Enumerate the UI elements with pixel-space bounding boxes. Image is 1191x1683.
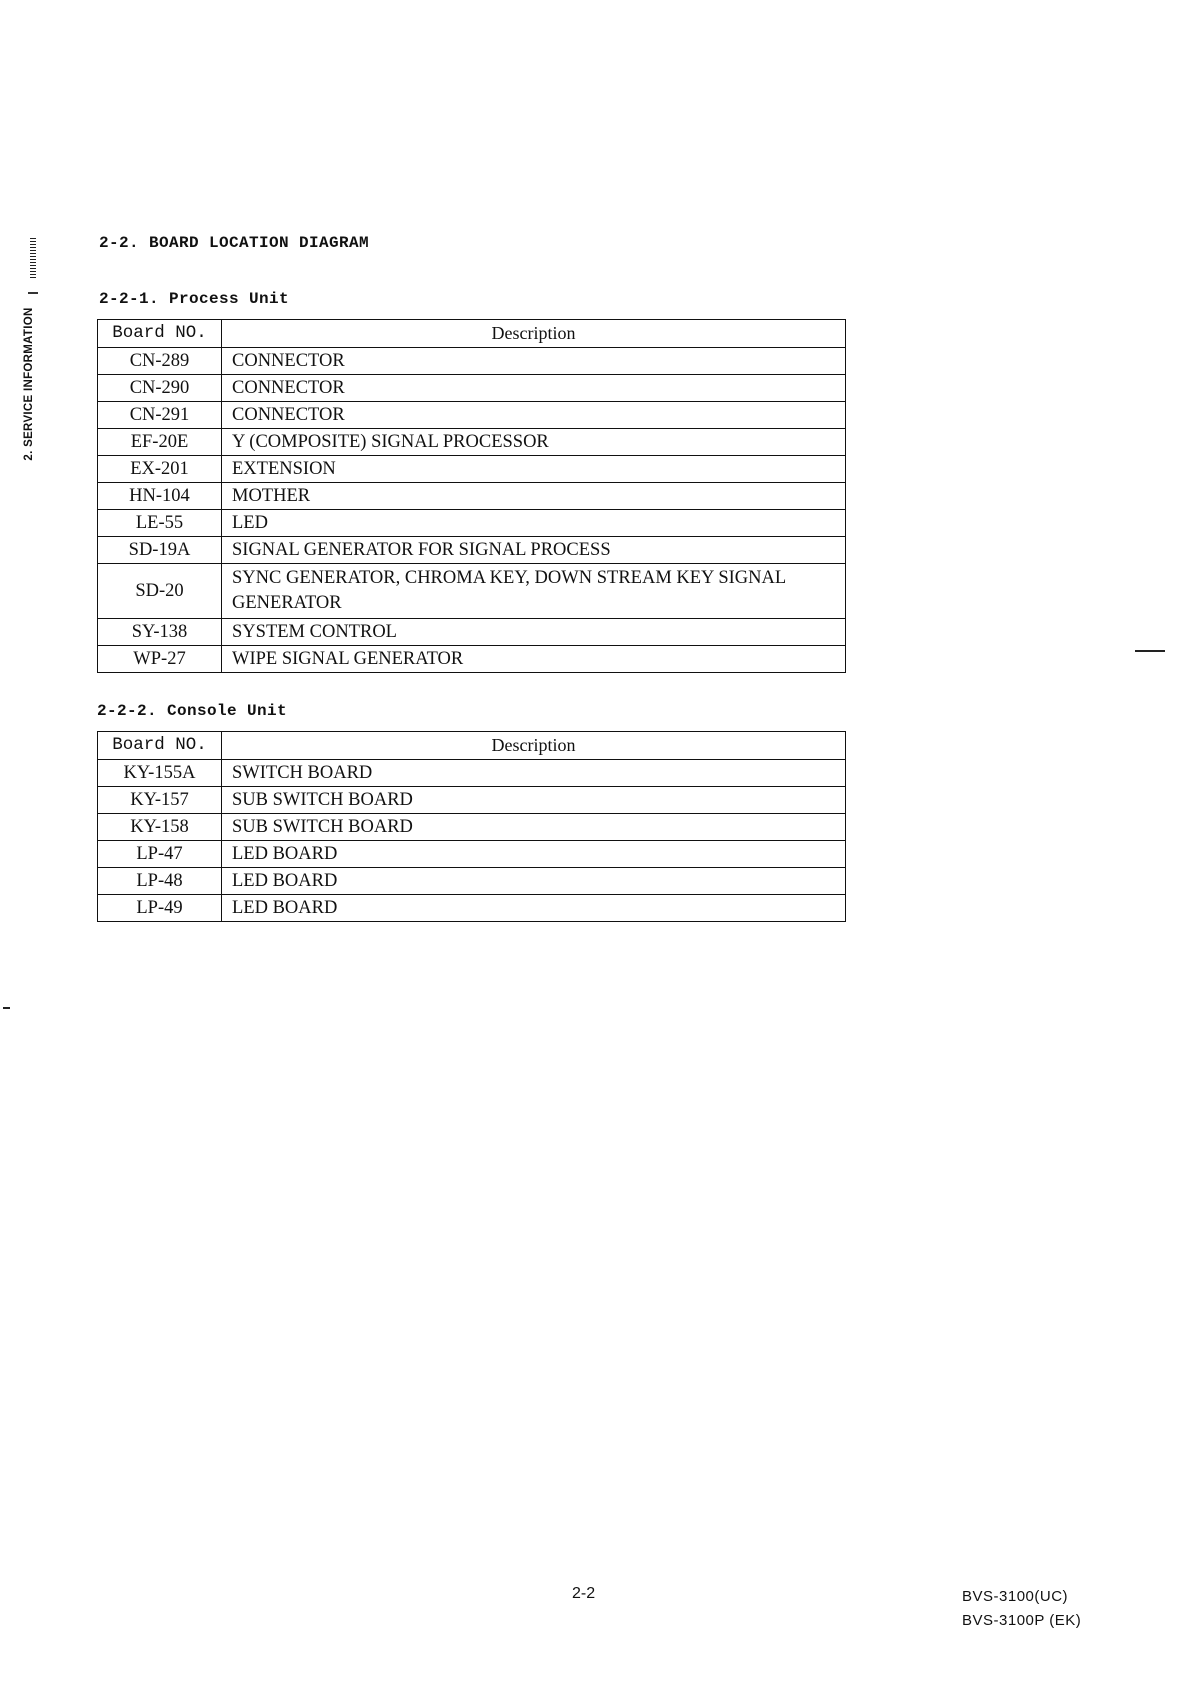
board-number: WP-27 [98, 646, 222, 673]
table-row [98, 510, 846, 537]
table-row [98, 787, 846, 814]
board-description: WIPE SIGNAL GENERATOR [222, 646, 846, 673]
board-number: CN-291 [98, 402, 222, 429]
table-row [98, 619, 846, 646]
side-tab-tick [28, 292, 38, 294]
board-description: SYNC GENERATOR, CHROMA KEY, DOWN STREAM KEY SIGNAL GENERATOR [222, 564, 846, 619]
side-tab-hatch [30, 238, 36, 280]
table-row [98, 537, 846, 564]
board-number: CN-290 [98, 375, 222, 402]
table-row [98, 868, 846, 895]
table-row [98, 483, 846, 510]
board-description: MOTHER [222, 483, 846, 510]
table-row [98, 456, 846, 483]
board-number: LE-55 [98, 510, 222, 537]
board-number: HN-104 [98, 483, 222, 510]
section-title: 2-2. BOARD LOCATION DIAGRAM [99, 234, 370, 252]
board-number: SD-19A [98, 537, 222, 564]
board-description: Y (COMPOSITE) SIGNAL PROCESSOR [222, 429, 846, 456]
table-header-row [98, 320, 846, 348]
table-row [98, 760, 846, 787]
table-row [98, 429, 846, 456]
console-unit-table [97, 731, 846, 922]
page-number: 2-2 [572, 1585, 596, 1602]
console-unit-heading: 2-2-2. Console Unit [97, 702, 288, 720]
table-row [98, 348, 846, 375]
board-description: CONNECTOR [222, 375, 846, 402]
board-number: KY-155A [98, 760, 222, 787]
board-description: LED BOARD [222, 895, 846, 922]
table-header-row [98, 732, 846, 760]
side-tab [22, 238, 46, 498]
process-unit-heading: 2-2-1. Process Unit [99, 290, 290, 308]
board-description: SUB SWITCH BOARD [222, 787, 846, 814]
board-number: KY-158 [98, 814, 222, 841]
board-number: EF-20E [98, 429, 222, 456]
board-number: LP-47 [98, 841, 222, 868]
board-description: SUB SWITCH BOARD [222, 814, 846, 841]
table-row [98, 646, 846, 673]
process-unit-table [97, 319, 846, 673]
board-description: LED BOARD [222, 841, 846, 868]
table-row [98, 564, 846, 619]
board-description: EXTENSION [222, 456, 846, 483]
board-no-header: Board NO. [98, 320, 222, 348]
board-description: SYSTEM CONTROL [222, 619, 846, 646]
table-row [98, 814, 846, 841]
table-row [98, 895, 846, 922]
model-number-ek: BVS-3100P (EK) [962, 1612, 1082, 1629]
board-number: EX-201 [98, 456, 222, 483]
side-tab-label: 2. SERVICE INFORMATION [23, 307, 35, 461]
margin-dash-left [3, 1007, 10, 1009]
board-number: LP-48 [98, 868, 222, 895]
board-description: LED BOARD [222, 868, 846, 895]
board-number: SY-138 [98, 619, 222, 646]
board-number: LP-49 [98, 895, 222, 922]
model-number-uc: BVS-3100(UC) [962, 1588, 1069, 1605]
board-description: LED [222, 510, 846, 537]
table-row [98, 841, 846, 868]
board-no-header: Board NO. [98, 732, 222, 760]
margin-dash-right [1135, 650, 1165, 652]
board-number: SD-20 [98, 564, 222, 619]
board-description: CONNECTOR [222, 348, 846, 375]
board-number: CN-289 [98, 348, 222, 375]
table-row [98, 375, 846, 402]
table-row [98, 402, 846, 429]
board-description: SWITCH BOARD [222, 760, 846, 787]
board-description: CONNECTOR [222, 402, 846, 429]
description-header: Description [222, 320, 846, 348]
board-number: KY-157 [98, 787, 222, 814]
description-header: Description [222, 732, 846, 760]
board-description: SIGNAL GENERATOR FOR SIGNAL PROCESS [222, 537, 846, 564]
